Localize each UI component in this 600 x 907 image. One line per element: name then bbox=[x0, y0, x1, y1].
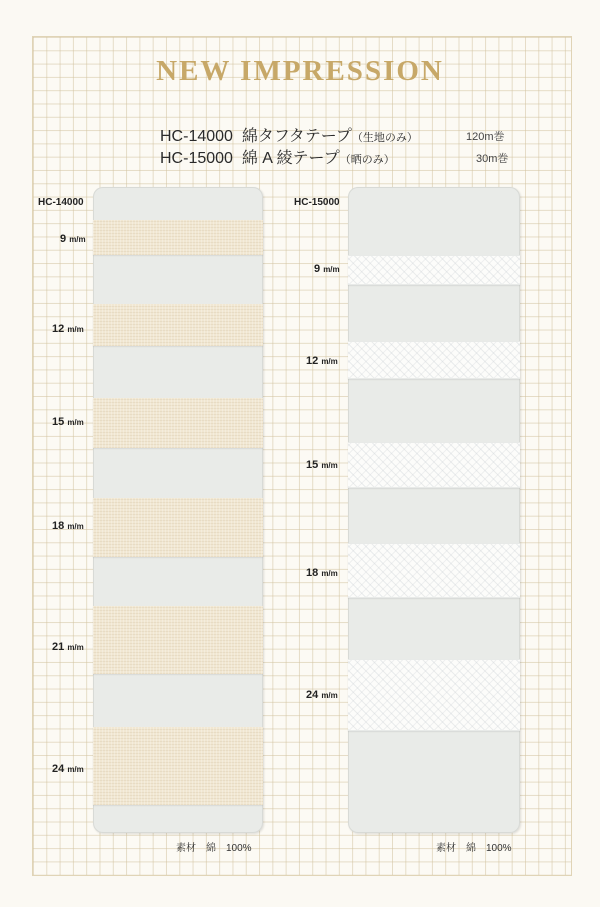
product-line-1 bbox=[160, 123, 418, 146]
product-line-2 bbox=[160, 145, 395, 168]
product-note: （生地のみ） bbox=[351, 132, 418, 144]
tape-sample-24mm bbox=[93, 727, 263, 805]
sample-card-hc14000 bbox=[93, 187, 263, 833]
material-note-hc15000: 素材 綿 100% bbox=[436, 843, 512, 854]
size-label: 21 m/m bbox=[52, 641, 84, 653]
card-code-hc15000: HC-15000 bbox=[294, 197, 340, 208]
roll-length-1: 120m巻 bbox=[466, 131, 505, 143]
size-label: 18 m/m bbox=[52, 520, 84, 532]
product-code: HC-14000 bbox=[160, 128, 233, 145]
size-label: 9 m/m bbox=[60, 233, 86, 245]
roll-length-2: 30m巻 bbox=[476, 153, 509, 165]
size-label: 9 m/m bbox=[314, 263, 340, 275]
tape-sample-18mm bbox=[348, 543, 520, 598]
tape-sample-12mm bbox=[348, 341, 520, 379]
size-label: 12 m/m bbox=[306, 355, 338, 367]
tape-sample-21mm bbox=[93, 606, 263, 674]
product-name: 綿タフタテープ bbox=[241, 128, 352, 145]
size-label: 15 m/m bbox=[52, 416, 84, 428]
size-label: 12 m/m bbox=[52, 323, 84, 335]
brand-title: NEW IMPRESSION bbox=[156, 55, 444, 87]
product-code: HC-15000 bbox=[160, 150, 233, 167]
card-code-hc14000: HC-14000 bbox=[38, 197, 84, 208]
tape-sample-9mm bbox=[93, 220, 263, 255]
size-label: 18 m/m bbox=[306, 567, 338, 579]
size-label: 24 m/m bbox=[52, 763, 84, 775]
tape-sample-15mm bbox=[93, 398, 263, 448]
tape-sample-18mm bbox=[93, 498, 263, 557]
size-label: 24 m/m bbox=[306, 689, 338, 701]
tape-sample-9mm bbox=[348, 255, 520, 285]
product-name: 綿 A 綾テープ bbox=[241, 150, 340, 167]
size-label: 15 m/m bbox=[306, 459, 338, 471]
tape-sample-15mm bbox=[348, 442, 520, 488]
tape-sample-12mm bbox=[93, 304, 263, 346]
product-note: （晒のみ） bbox=[339, 154, 395, 166]
tape-sample-24mm bbox=[348, 659, 520, 731]
sample-card-hc15000 bbox=[348, 187, 520, 833]
material-note-hc14000: 素材 綿 100% bbox=[176, 843, 252, 854]
